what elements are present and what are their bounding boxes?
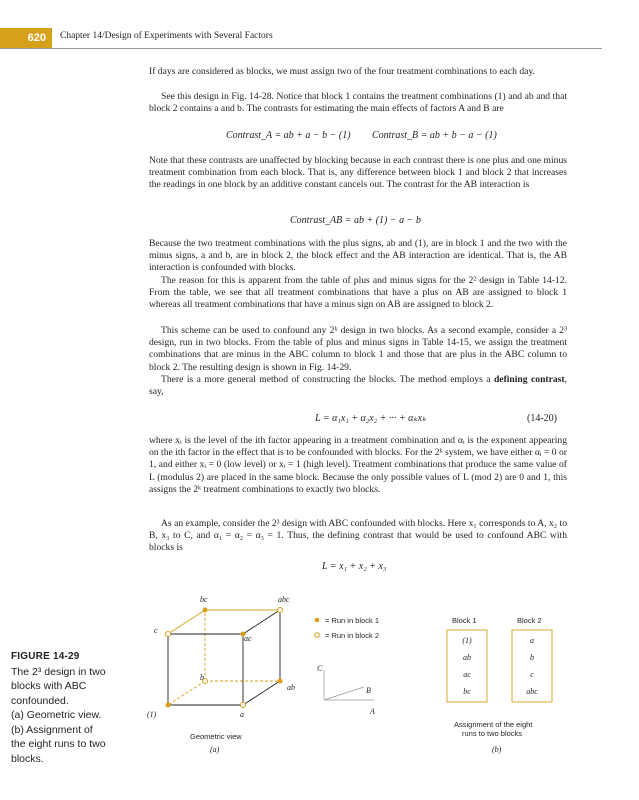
paragraph-6-text: This scheme can be used to confound any 2ᵏ design in two blocks. As a second example, consider a 2³ design, run in two blocks. From the table of plus and minus signs in Table 14-15, we assign the treatment combinations that are minus in the ABC column to block 1 and those that are plus in the ABC column to block 2. The resulting design is shown in Fig. 14-29. xyxy=(149,325,567,373)
vertex-label-c: c xyxy=(154,626,158,635)
equation-contrast-a: Contrast_A = ab + a − b − (1) xyxy=(226,130,351,141)
paragraph-7-part-a: There is a more general method of constructing the blocks. The method employs a xyxy=(161,374,494,385)
block-2-title: Block 2 xyxy=(517,616,542,625)
caption-line: the eight runs to two xyxy=(11,738,106,750)
legend-filled-dot xyxy=(315,618,320,623)
vertex-label-a: a xyxy=(240,710,244,719)
block-run: abc xyxy=(526,687,538,696)
block-run: (1) xyxy=(462,636,472,645)
vertex-block1 xyxy=(278,679,283,684)
equation-l: L = x₁ + x₂ + x₃ xyxy=(322,561,387,572)
vertex-label-ab: ab xyxy=(287,683,295,692)
figure-label: FIGURE 14-29 xyxy=(11,651,80,662)
chapter-title: Chapter 14/Design of Experiments with Several Factors xyxy=(60,31,273,41)
cube-edge-hidden xyxy=(168,681,205,705)
paragraph-1-text: If days are considered as blocks, we must assign two of the four treatment combinations to each day. xyxy=(149,66,535,77)
defining-contrast-term: defining contrast xyxy=(493,374,565,385)
paragraph-5 xyxy=(149,275,567,312)
paragraph-6 xyxy=(149,325,567,374)
paragraph-7-text xyxy=(149,374,567,398)
equation-number: (14-20) xyxy=(527,413,557,424)
block-1-title: Block 1 xyxy=(452,616,477,625)
block-run: a xyxy=(530,636,534,645)
paragraph-9 xyxy=(149,518,567,555)
vertex-block1 xyxy=(203,608,208,613)
paragraph-3 xyxy=(149,155,567,192)
block-run: c xyxy=(530,670,534,679)
part-b-label: (b) xyxy=(492,745,502,754)
paragraph-9-text: As an example, consider the 2³ design with ABC confounded with blocks. Here x₁ corresponds to A, x₂ to B, x₃ to C, and α₁ = α₂ = α₃ = 1. Thus, the defining contrast that would be used to confound ABC with blocks is xyxy=(149,518,567,554)
legend-block1: = Run in block 1 xyxy=(325,616,379,625)
vertex-block1 xyxy=(166,703,171,708)
equation-contrast-b: Contrast_B = ab + b − a − (1) xyxy=(372,130,497,141)
equation-defining-contrast: L = α₁x₁ + α₂x₂ + ··· + αₖxₖ xyxy=(315,413,427,424)
caption-line: blocks with ABC xyxy=(11,680,87,692)
paragraph-1 xyxy=(149,66,567,78)
axes xyxy=(324,670,374,700)
paragraph-4-text: Because the two treatment combinations with the plus signs, ab and (1), are in block 1 and the two with the minus signs, a and b, are in block 2, the block effect and the AB interaction are identical. That is, the AB interaction is confounded with blocks. xyxy=(149,238,567,274)
part-a-label: (a) xyxy=(210,745,220,754)
vertex-block2 xyxy=(241,703,246,708)
vertex-block2 xyxy=(166,632,171,637)
block-run: ac xyxy=(463,670,471,679)
paragraph-2-text: See this design in Fig. 14-28. Notice that block 1 contains the treatment combinations (1) and ab and that block 2 contains a and b. The contrasts for estimating the main effects of factors A and B are xyxy=(149,91,567,115)
legend-open-dot xyxy=(315,633,320,638)
block-run: bc xyxy=(463,687,471,696)
paragraph-7 xyxy=(149,374,567,398)
paragraph-5-text: The reason for this is apparent from the table of plus and minus signs for the 2² design in Table 14-12. From the table, we see that all treatment combinations that have a plus on AB are assigned to block 1 whereas all treatment combinations that have a minus sign on AB are assigned to block 2. xyxy=(149,275,567,311)
caption-line: confounded. xyxy=(11,694,69,707)
paragraph-8-text: where xᵢ is the level of the ith factor appearing in a treatment combination and αᵢ is the exponent appearing on the ith factor in the effect that is to be confounded with blocks. For the 2ᵏ system, we have either αᵢ = 0 or 1, and either xᵢ = 0 (low level) or xᵢ = 1 (high level). Treatment combinations that produce the same value of L (modulus 2) are placed in the same block. Because the only possible values of L (mod 2) are 0 and 1, this assigns the 2ᵏ treatment combinations to exactly two blocks. xyxy=(149,435,567,495)
axis-b xyxy=(324,687,364,700)
caption-line: (b) Assignment of xyxy=(11,723,93,736)
paragraph-2 xyxy=(149,91,567,115)
caption-line: (a) Geometric view. xyxy=(11,709,102,721)
axis-label-c: C xyxy=(317,664,323,673)
block-run: b xyxy=(530,653,534,662)
cube-edge xyxy=(243,610,280,634)
cube-edge xyxy=(243,681,280,705)
figure-caption xyxy=(11,650,141,766)
axis-label-b: B xyxy=(366,686,371,695)
paragraph-8 xyxy=(149,435,567,496)
vertex-label-bc: bc xyxy=(200,595,208,604)
legend-block2: = Run in block 2 xyxy=(325,631,379,640)
assignment-caption-line-2: runs to two blocks xyxy=(462,729,523,738)
page-number: 620 xyxy=(0,28,52,48)
block-1-runs xyxy=(462,636,472,696)
paragraph-4 xyxy=(149,238,567,275)
caption-line: The 2³ design in two xyxy=(11,665,106,678)
vertex-label-abc: abc xyxy=(278,595,290,604)
assignment-caption-line-1: Assignment of the eight xyxy=(454,720,533,729)
axis-label-a: A xyxy=(370,707,375,716)
paragraph-7-part-c: , say, xyxy=(149,374,567,398)
figure-14-29 xyxy=(140,590,580,770)
cube-edge xyxy=(168,610,205,634)
cube xyxy=(168,610,280,705)
equation-contrast-ab: Contrast_AB = ab + (1) − a − b xyxy=(290,215,421,226)
header-rule xyxy=(0,48,602,49)
caption-line: blocks. xyxy=(11,752,44,765)
paragraph-3-text: Note that these contrasts are unaffected by blocking because in each contrast there is one plus and one minus treatment combination from each block. That is, any difference between block 1 and block 2 that increases the readings in one block by an additive constant cancels out. The contrast for the AB interaction is xyxy=(149,155,567,191)
vertex-label-ac: ac xyxy=(244,634,252,643)
vertex-label-b: b xyxy=(200,673,204,682)
block-2-runs xyxy=(526,636,538,696)
vertex-block2 xyxy=(278,608,283,613)
geometric-view-caption: Geometric view xyxy=(190,732,242,741)
vertex-label-1: (1) xyxy=(147,710,157,719)
block-run: ab xyxy=(463,653,471,662)
